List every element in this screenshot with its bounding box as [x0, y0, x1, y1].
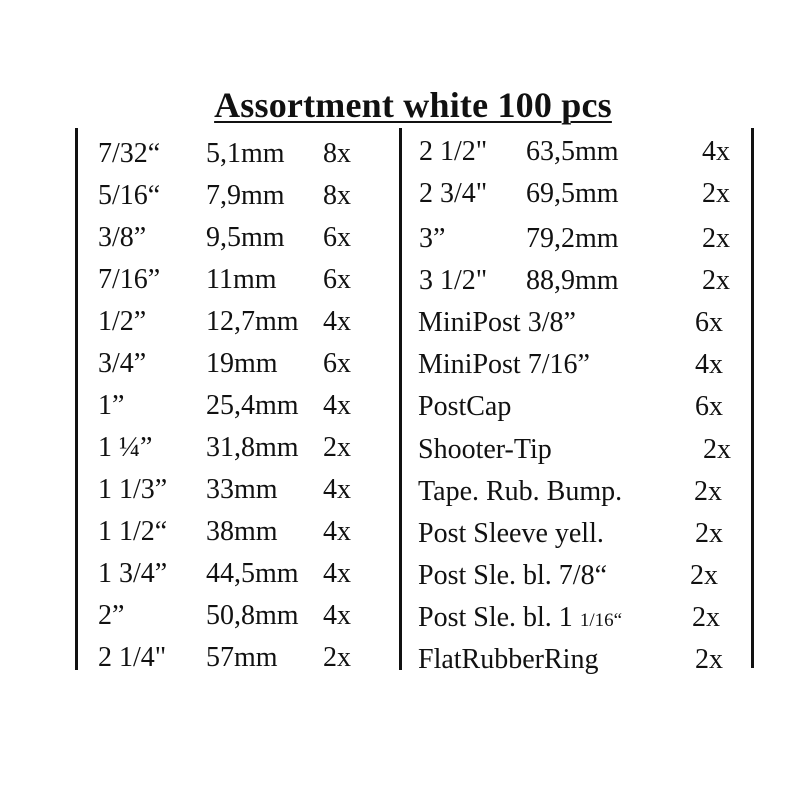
page-title: Assortment white 100 pcs: [214, 85, 612, 125]
mm-cell: 44,5mm: [206, 558, 299, 589]
table-row: [0, 222, 800, 256]
mm-cell: 69,5mm: [526, 178, 619, 209]
size-cell: 2 3/4": [419, 178, 488, 209]
qty-cell: 6x: [695, 391, 723, 422]
qty-cell: 2x: [694, 476, 722, 507]
mm-cell: 79,2mm: [526, 223, 619, 254]
qty-cell: 2x: [690, 560, 718, 591]
qty-cell: 2x: [695, 644, 723, 675]
size-cell: 3/4”: [98, 348, 147, 379]
mm-cell: 19mm: [206, 348, 278, 379]
qty-cell: 4x: [323, 558, 351, 589]
item-name-cell: Shooter-Tip: [418, 434, 552, 465]
qty-cell: 4x: [702, 136, 730, 167]
size-cell: 2”: [98, 600, 125, 631]
qty-cell: 4x: [695, 349, 723, 380]
mm-cell: 63,5mm: [526, 136, 619, 167]
table-row: [0, 601, 800, 635]
qty-cell: 2x: [695, 518, 723, 549]
table-row: [0, 177, 800, 211]
qty-cell: 8x: [323, 138, 351, 169]
size-cell: 7/32“: [98, 138, 161, 169]
item-name-cell: Post Sleeve yell.: [418, 518, 604, 549]
mm-cell: 5,1mm: [206, 138, 285, 169]
item-name-cell: MiniPost 3/8”: [418, 307, 576, 338]
item-name-fraction: 1/16“: [579, 610, 623, 631]
qty-cell: 6x: [695, 307, 723, 338]
size-cell: 2 1/4": [98, 642, 167, 673]
qty-cell: 4x: [323, 306, 351, 337]
mm-cell: 12,7mm: [206, 306, 299, 337]
qty-cell: 2x: [323, 642, 351, 673]
table-row: [0, 517, 800, 551]
mm-cell: 57mm: [206, 642, 278, 673]
size-cell: 1 1/3”: [98, 474, 168, 505]
size-cell: 3 1/2": [419, 265, 488, 296]
qty-cell: 2x: [323, 432, 351, 463]
size-cell: 3”: [419, 223, 446, 254]
mm-cell: 11mm: [206, 264, 277, 295]
size-cell: 3/8”: [98, 222, 147, 253]
item-name-cell: MiniPost 7/16”: [418, 349, 590, 380]
mm-cell: 33mm: [206, 474, 278, 505]
table-row: [0, 264, 800, 298]
table-row: [0, 559, 800, 593]
mm-cell: 50,8mm: [206, 600, 299, 631]
table-row: [0, 643, 800, 677]
item-name-cell: Post Sle. bl. 7/8“: [418, 560, 608, 591]
qty-cell: 2x: [703, 434, 731, 465]
item-name-cell: Tape. Rub. Bump.: [418, 476, 623, 507]
size-cell: 7/16”: [98, 264, 161, 295]
item-name-cell: FlatRubberRing: [418, 644, 599, 675]
qty-cell: 2x: [702, 265, 730, 296]
qty-cell: 2x: [702, 178, 730, 209]
mm-cell: 9,5mm: [206, 222, 285, 253]
qty-cell: 4x: [323, 474, 351, 505]
item-name-main: Post Sle. bl. 1: [418, 602, 573, 633]
qty-cell: 6x: [323, 222, 351, 253]
size-cell: 1 ¼”: [98, 432, 153, 463]
size-cell: 2 1/2": [419, 136, 488, 167]
size-cell: 1 1/2“: [98, 516, 168, 547]
qty-cell: 6x: [323, 348, 351, 379]
qty-cell: 4x: [323, 600, 351, 631]
size-cell: 1/2”: [98, 306, 147, 337]
qty-cell: 8x: [323, 180, 351, 211]
item-name-cell: PostCap: [418, 391, 512, 422]
table-row: [0, 348, 800, 382]
table-row: [0, 135, 800, 169]
table-row: [0, 306, 800, 340]
qty-cell: 4x: [323, 516, 351, 547]
size-cell: 1”: [98, 390, 125, 421]
item-name-cell: [418, 601, 622, 638]
table-row: [0, 475, 800, 509]
mm-cell: 7,9mm: [206, 180, 285, 211]
mm-cell: 25,4mm: [206, 390, 299, 421]
qty-cell: 6x: [323, 264, 351, 295]
size-cell: 1 3/4”: [98, 558, 168, 589]
qty-cell: 2x: [702, 223, 730, 254]
qty-cell: 4x: [323, 390, 351, 421]
qty-cell: 2x: [692, 602, 720, 633]
table-row: [0, 390, 800, 424]
mm-cell: 38mm: [206, 516, 278, 547]
mm-cell: 31,8mm: [206, 432, 299, 463]
table-row: [0, 433, 800, 467]
size-cell: 5/16“: [98, 180, 161, 211]
mm-cell: 88,9mm: [526, 265, 619, 296]
